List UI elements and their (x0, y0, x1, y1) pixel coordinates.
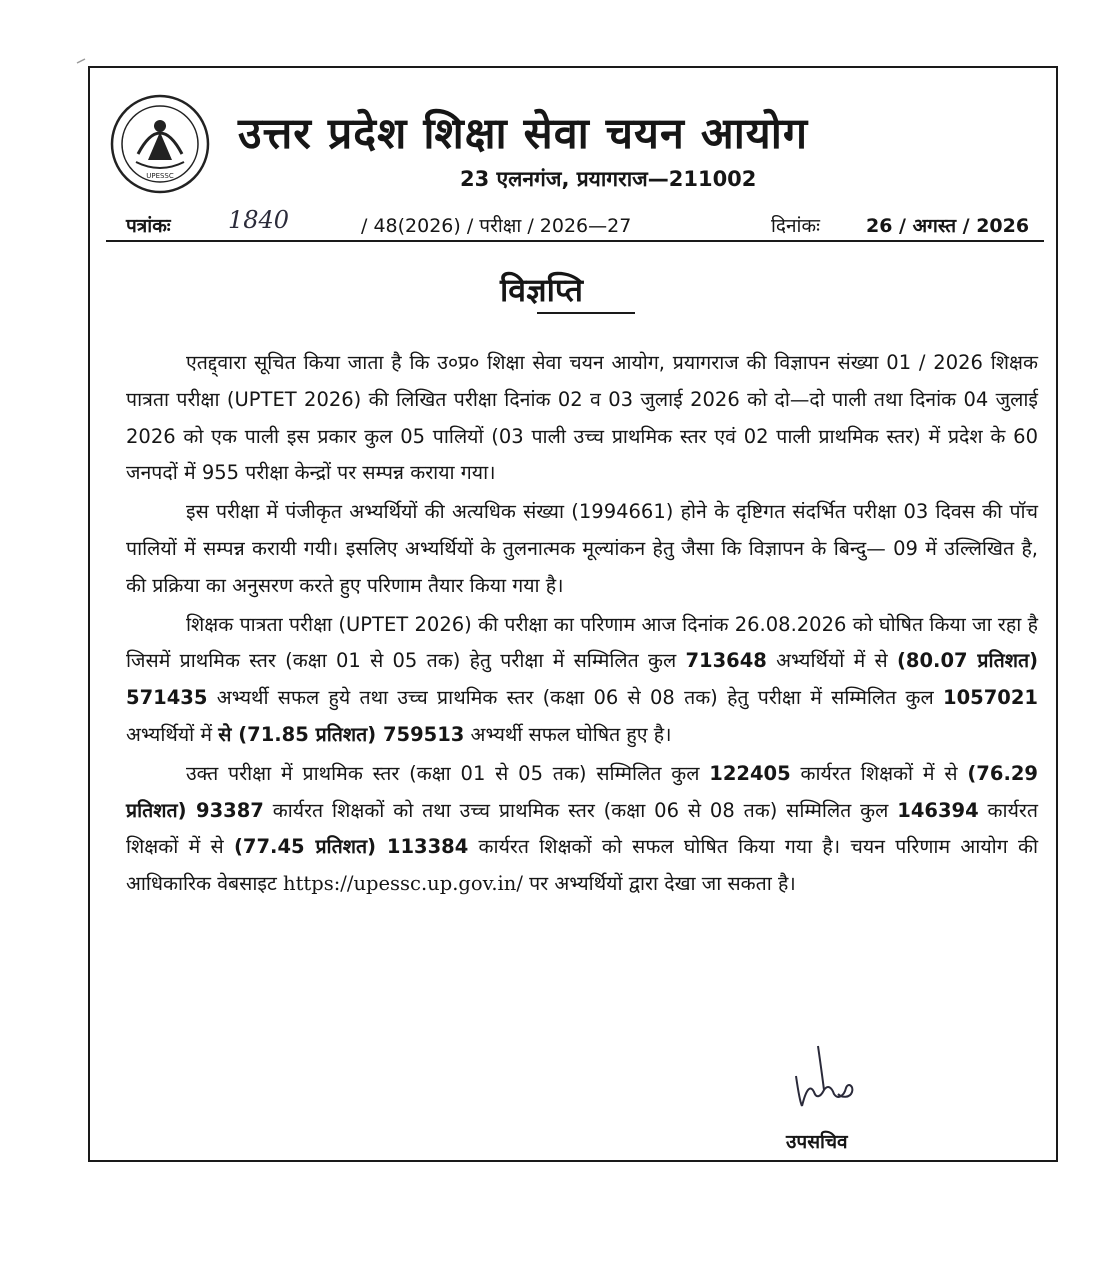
p3-primary-appeared: 713648 (685, 649, 767, 673)
p4-text: कार्यरत शिक्षकों में से (126, 798, 1038, 859)
margin-speck (76, 50, 86, 58)
p3-text: अभ्यर्थी सफल हुये तथा उच्च प्राथमिक स्तर (कक्षा 06 से 08 तक) हेतु परीक्षा में सम्मिलित कुल (207, 686, 944, 710)
paragraph-4 (126, 756, 1038, 903)
signature (788, 1040, 862, 1112)
p3-text: अभ्यर्थी सफल घोषित हुए है। (464, 722, 672, 746)
reference-label: पत्रांकः (126, 215, 171, 237)
reference-underline (106, 240, 1044, 242)
p4-text: कार्यरत शिक्षकों में से (790, 761, 968, 785)
p4-primary-teachers-passed: (76.29 प्रतिशत) 93387 (126, 761, 1038, 822)
p4-text: पर अभ्यर्थियों द्वारा देखा जा सकता है। (522, 872, 796, 896)
p4-upper-teachers-passed: (77.45 प्रतिशत) 113384 (234, 835, 469, 859)
designation: उपसचिव (786, 1131, 848, 1153)
organization-name: उत्तर प्रदेश शिक्षा सेवा चयन आयोग (238, 109, 809, 159)
p4-text: कार्यरत शिक्षकों को तथा उच्च प्राथमिक स्तर (कक्षा 06 से 08 तक) सम्मिलित कुल (263, 798, 898, 822)
title-underline (537, 312, 635, 314)
date-value: 26 / अगस्त / 2026 (866, 215, 1030, 237)
reference-number-handwritten: 1840 (228, 206, 290, 234)
p3-primary-passed: (80.07 प्रतिशत) 571435 (126, 649, 1038, 710)
notice-body (126, 345, 1038, 905)
reference-suffix: / 48(2026) / परीक्षा / 2026—27 (361, 215, 632, 237)
paragraph-2: इस परीक्षा में पंजीकृत अभ्यर्थियों की अत्यधिक संख्या (1994661) होने के दृष्टिगत संदर्भित परीक्षा 03 दिवस की पॉच पालियों में सम्पन्न करायी गयी। इसलिए अभ्यर्थियों के तुलनात्मक मूल्यांकन हेतु जैसा कि विज्ञापन के बिन्दु— 09 में उल्लिखित है, की प्रक्रिया का अनुसरण करते हुए परिणाम तैयार किया गया है। (126, 500, 1038, 597)
notice-title: विज्ञप्ति (500, 271, 583, 309)
p3-text: अभ्यर्थियों में (126, 722, 219, 746)
date-label: दिनांकः (771, 215, 820, 237)
paragraph-3 (126, 607, 1038, 754)
organization-address: 23 एलनगंज, प्रयागराज—211002 (460, 167, 757, 191)
p3-text: अभ्यर्थियों में से (766, 649, 897, 673)
p3-upper-appeared: 1057021 (943, 686, 1038, 710)
p4-text: उक्त परीक्षा में प्राथमिक स्तर (कक्षा 01 से 05 तक) सम्मिलित कुल (186, 761, 710, 785)
p4-upper-teachers: 146394 (897, 798, 979, 822)
p4-primary-teachers: 122405 (709, 761, 791, 785)
commission-logo (108, 92, 212, 196)
reference-line (106, 202, 1044, 240)
svg-text:UPESSC: UPESSC (146, 172, 174, 180)
website-url: https://upessc.up.gov.in/ (283, 872, 523, 896)
p4-text: कार्यरत शिक्षकों को सफल घोषित किया गया है। चयन परिणाम आयोग की आधिकारिक वेबसाइट (126, 835, 1038, 896)
p3-text: शिक्षक पात्रता परीक्षा (UPTET 2026) की परीक्षा का परिणाम आज दिनांक 26.08.2026 को घोषित किया जा रहा है जिसमें प्राथमिक स्तर (कक्षा 01 से 05 तक) हेतु परीक्षा में सम्मिलित कुल (126, 612, 1038, 673)
paragraph-1: एतद्द्वारा सूचित किया जाता है कि उ०प्र० शिक्षा सेवा चयन आयोग, प्रयागराज की विज्ञापन संख्या 01 / 2026 शिक्षक पात्रता परीक्षा (UPTET 2026) की लिखित परीक्षा दिनांक 02 व 03 जुलाई 2026 को दो—दो पाली तथा दिनांक 04 जुलाई 2026 को एक पाली इस प्रकार कुल 05 पालियों (03 पाली उच्च प्राथमिक स्तर एवं 02 पाली प्राथमिक स्तर) में प्रदेश के 60 जनपदों में 955 परीक्षा केन्द्रों पर सम्पन्न कराया गया। (126, 351, 1038, 485)
p3-upper-passed: से (71.85 प्रतिशत) 759513 (218, 722, 465, 746)
